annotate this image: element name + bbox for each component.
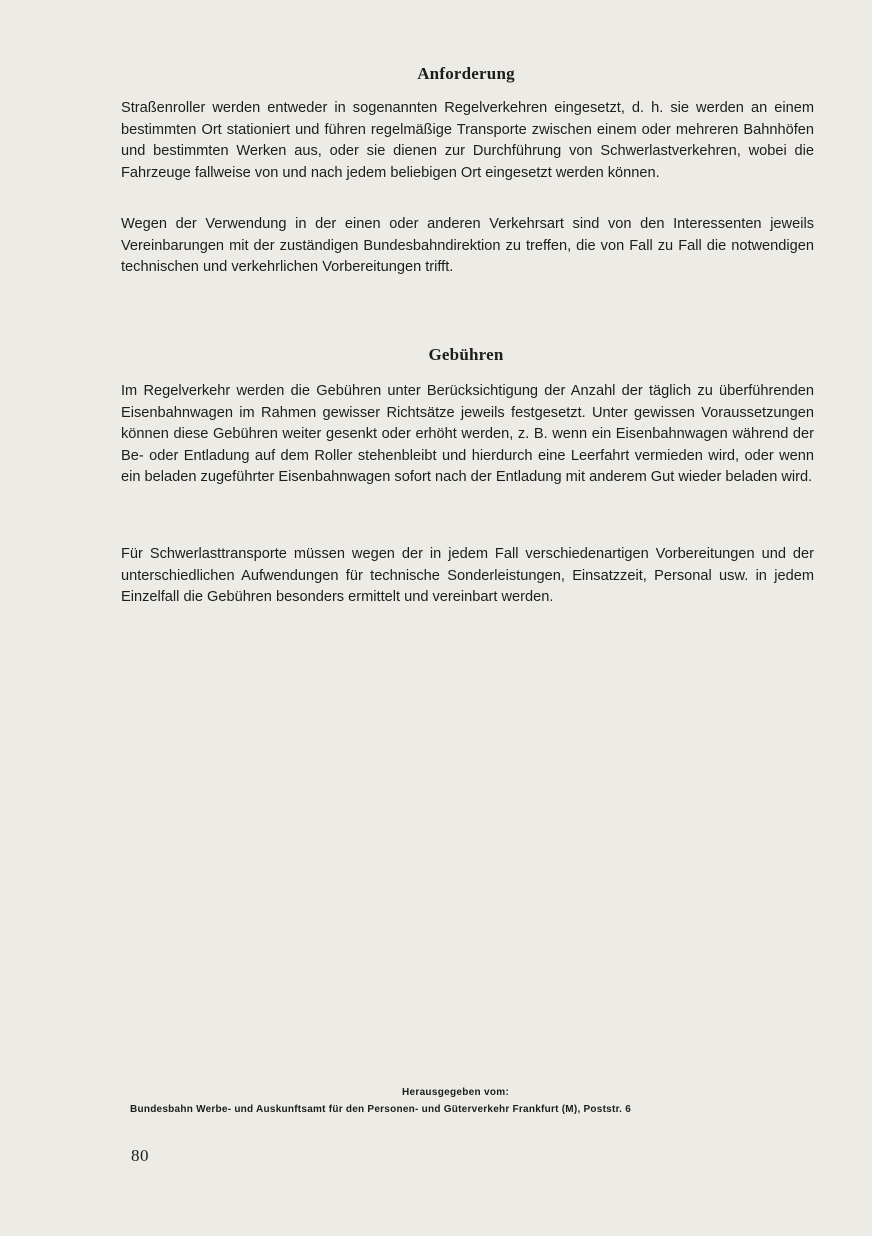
paragraph-schwerlasttransporte: Für Schwerlasttransporte müssen wegen der in jedem Fall verschiedenartigen Vorbereitungen und der unterschiedlichen Aufwendungen für technische Sonderleistungen, Einsatzzeit, Personal usw. in jedem Einzelfall die Gebühren besonders ermittelt und vereinbart werden.: [121, 546, 814, 606]
section-heading-anforderung: Anforderung: [417, 64, 515, 83]
publisher-label: Herausgegeben vom:: [402, 1087, 510, 1098]
paragraph-gebuehren-regelverkehr: Im Regelverkehr werden die Gebühren unter Berücksichtigung der Anzahl der täglich zu überführenden Eisenbahnwagen im Rahmen gewisser Richtsätze jeweils festgesetzt. Unter gewissen Voraussetzungen können diese Gebühren weiter gesenkt oder erhöht werden, z. B. wenn ein Eisenbahnwagen während der Be- oder Entladung auf dem Roller stehenbleibt und hierdurch eine Leerfahrt vermieden wird, oder wenn ein beladen zugeführter Eisenbahnwagen sofort nach der Entladung mit anderem Gut wieder beladen wird.: [121, 383, 814, 486]
paragraph-vereinbarungen: Wegen der Verwendung in der einen oder anderen Verkehrsart sind von den Interessenten jeweils Vereinbarungen mit der zuständigen Bundesbahndirektion zu treffen, die von Fall zu Fall die notwendigen technischen und verkehrlichen Vorbereitungen trifft.: [121, 216, 814, 276]
paragraph-regelverkehr-einsatz: Straßenroller werden entweder in sogenannten Regelverkehren eingesetzt, d. h. sie werden an einem bestimmten Ort stationiert und führen regelmäßige Transporte zwischen einem oder mehreren Bahnhöfen und bestimmten Werken aus, oder sie dienen zur Durchführung von Schwerlastverkehren, wobei die Fahrzeuge fallweise von und nach jedem beliebigen Ort eingesetzt werden können.: [121, 100, 814, 181]
publisher-name: Bundesbahn Werbe- und Auskunftsamt für den Personen- und Güterverkehr Frankfurt (M), Poststr. 6: [130, 1104, 632, 1115]
page-number: 80: [131, 1146, 149, 1165]
section-heading-gebuehren: Gebühren: [428, 345, 504, 364]
